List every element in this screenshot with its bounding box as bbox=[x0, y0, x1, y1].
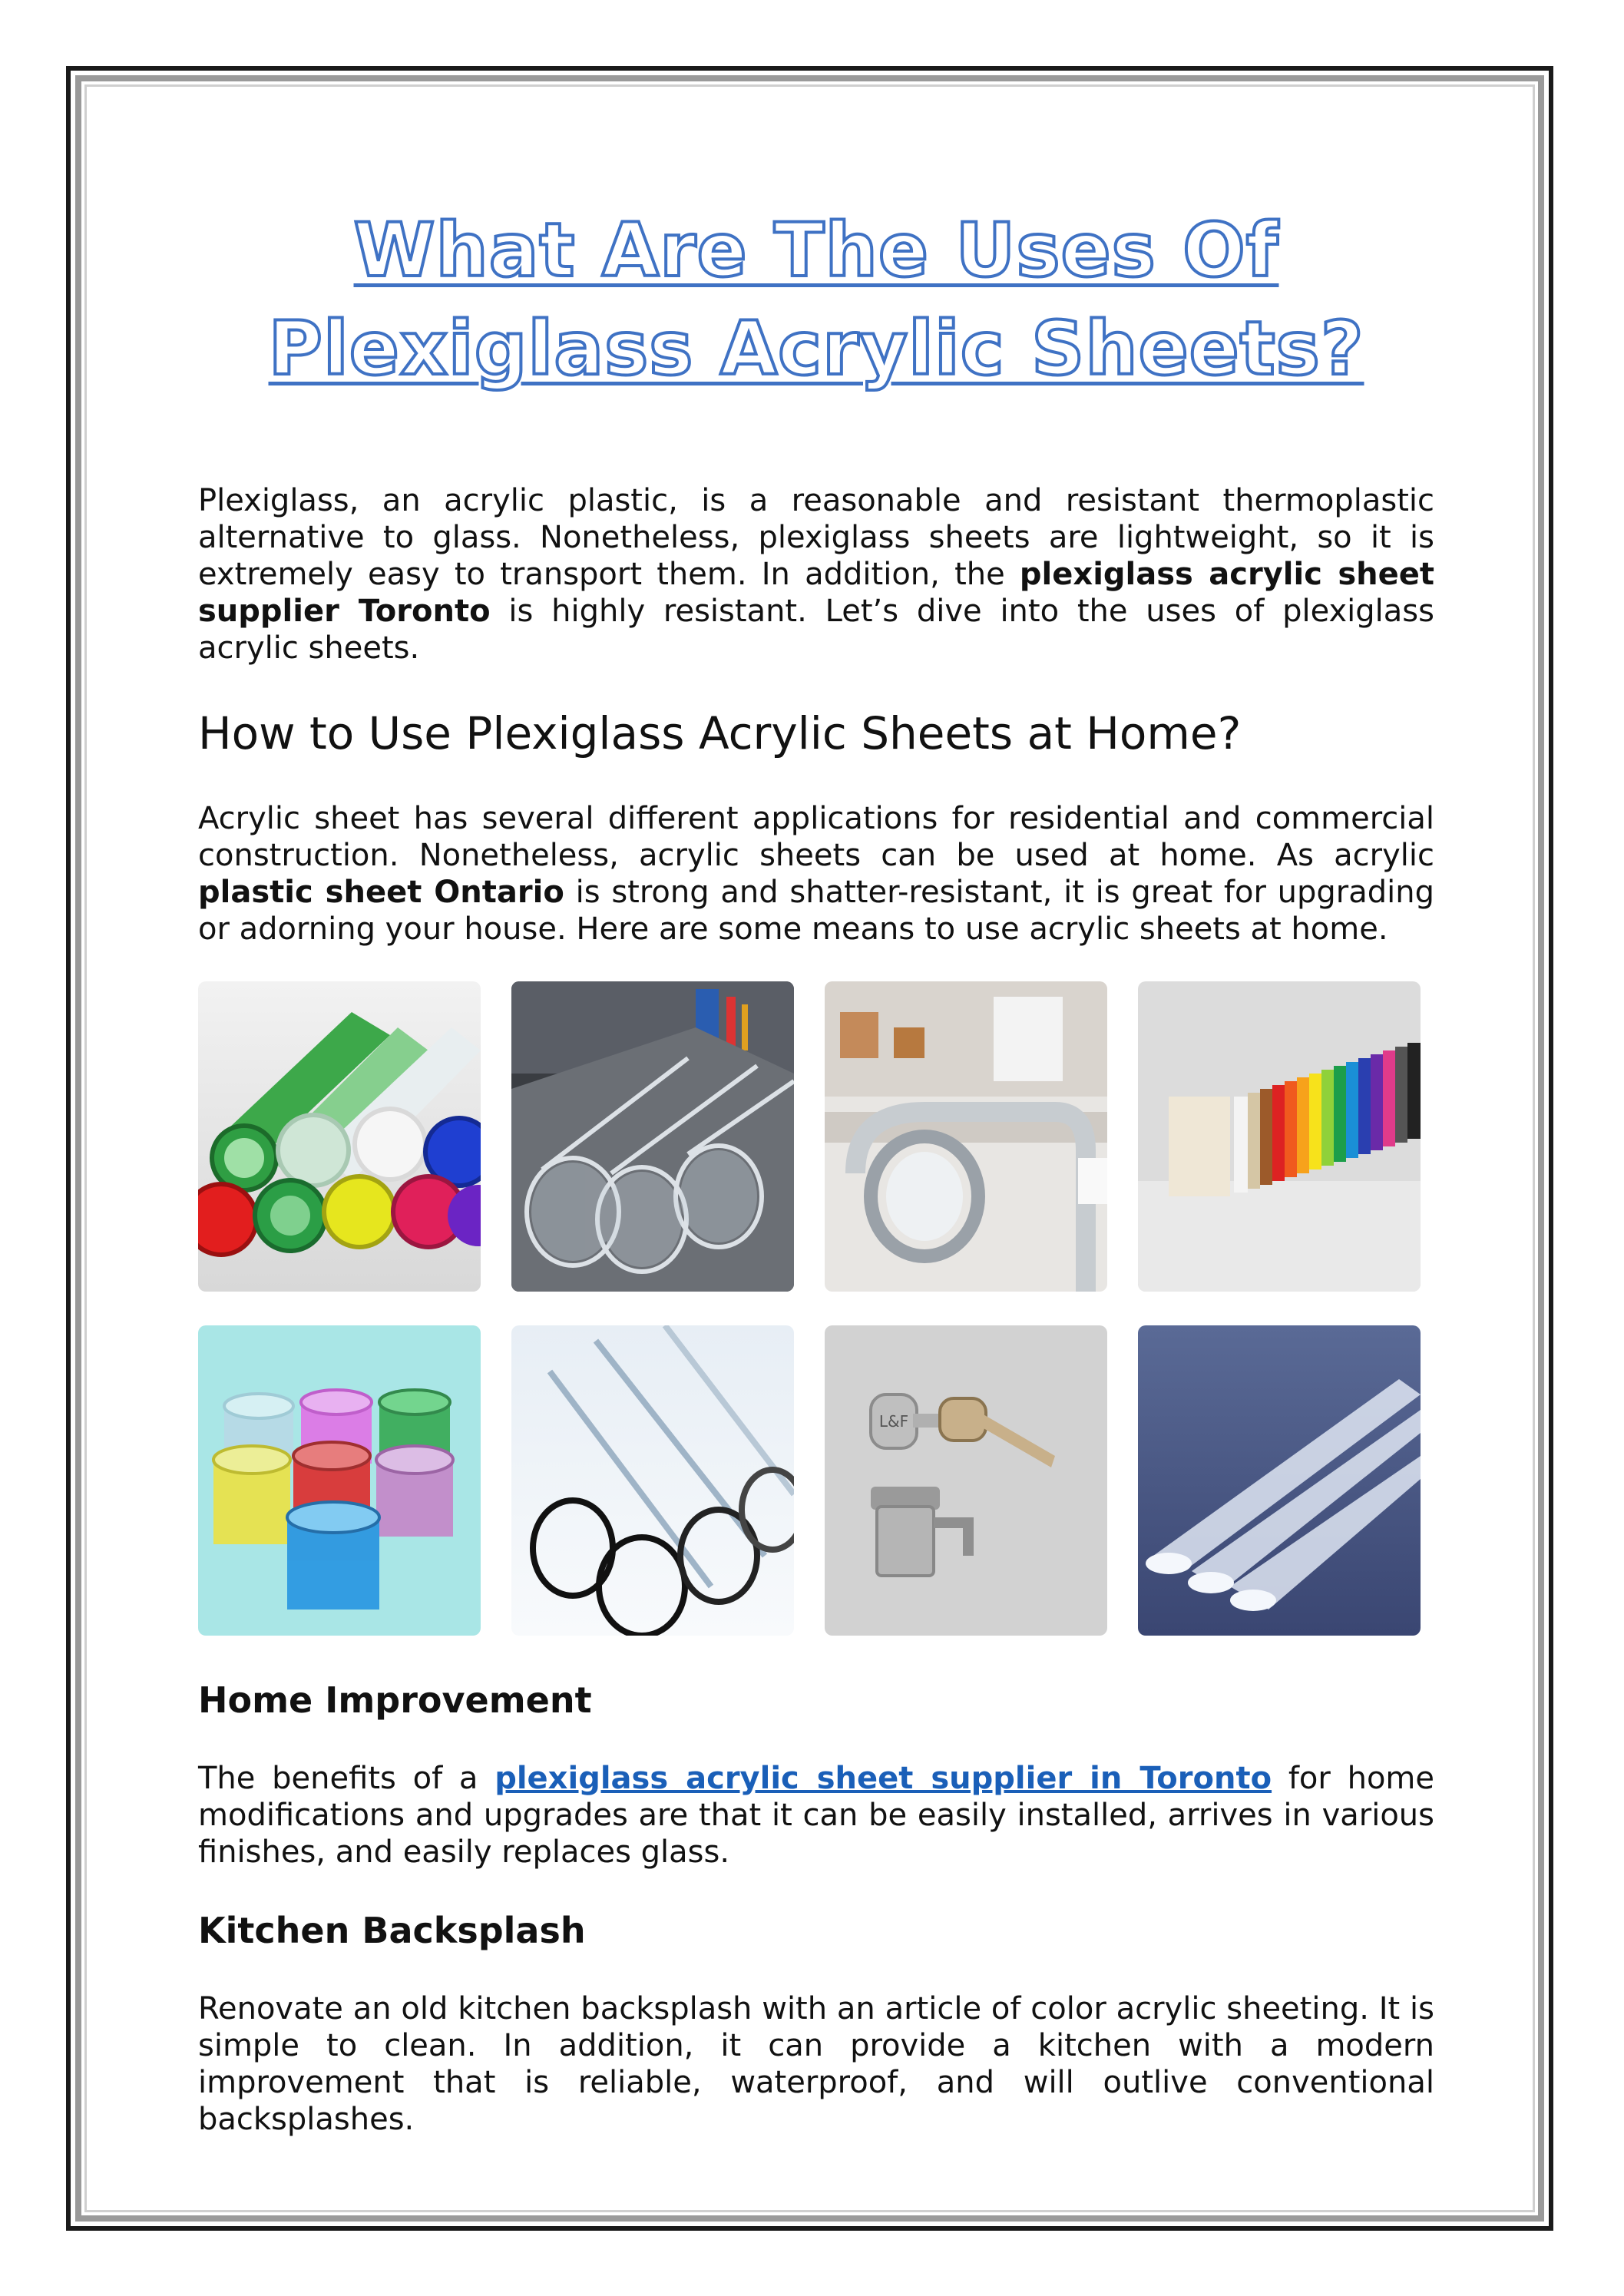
home-use-text-1: Acrylic sheet has several different applications for residential and commercial construction. Nonetheless, acrylic sheets can be used at home. As acrylic bbox=[198, 801, 1434, 873]
image-acrylic-rods bbox=[1138, 1325, 1421, 1636]
home-use-bold-keyword: plastic sheet Ontario bbox=[198, 875, 564, 910]
image-clear-tubes bbox=[511, 1325, 794, 1636]
image-colored-rings bbox=[198, 1325, 481, 1636]
kitchen-backsplash-paragraph: Renovate an old kitchen backsplash with an article of color acrylic sheeting. It is simple to clean. In addition, it can provide a kitchen with a modern improvement that is reliable, waterproof, and will outlive conventional backsplashes. bbox=[198, 1991, 1434, 2137]
title-line-2: Plexiglass Acrylic Sheets? bbox=[268, 306, 1364, 392]
image-cam-lock-keys bbox=[825, 1325, 1107, 1636]
page-title bbox=[198, 201, 1434, 398]
supplier-link[interactable]: plexiglass acrylic sheet supplier in Toronto bbox=[494, 1761, 1272, 1796]
section-heading-kitchen-backsplash: Kitchen Backsplash bbox=[198, 1910, 586, 1951]
subheading: How to Use Plexiglass Acrylic Sheets at Home? bbox=[198, 707, 1242, 759]
image-clear-tubes-workshop bbox=[511, 981, 794, 1292]
image-color-swatches bbox=[1138, 981, 1421, 1292]
section-heading-home-improvement: Home Improvement bbox=[198, 1679, 592, 1721]
image-bent-acrylic-handle bbox=[825, 981, 1107, 1292]
home-use-text-2: is strong and shatter-resistant, it is great for upgrading or adorning your house. Here are some means to use acrylic sheets at home. bbox=[198, 875, 1434, 947]
image-colored-tubes bbox=[198, 981, 481, 1292]
home-improvement-paragraph bbox=[198, 1760, 1434, 1871]
intro-paragraph bbox=[198, 482, 1434, 667]
intro-text-1: Plexiglass, an acrylic plastic, is a reasonable and resistant thermoplastic alternative to glass. Nonetheless, plexiglass sheets are lightweight, so it is extremely easy to transport them. In addition, the bbox=[198, 483, 1434, 592]
image-gallery bbox=[198, 981, 1434, 1636]
key-brand-text: L&F bbox=[878, 1412, 909, 1431]
home-improvement-text-2: for home modifications and upgrades are that it can be easily installed, arrives in various finishes, and easily replaces glass. bbox=[198, 1761, 1435, 1870]
home-improvement-text-1: The benefits of a bbox=[198, 1761, 495, 1796]
intro-text-2: is highly resistant. Let’s dive into the uses of plexiglass acrylic sheets. bbox=[198, 594, 1434, 666]
title-line-1: What Are The Uses Of bbox=[353, 207, 1279, 293]
home-use-paragraph bbox=[198, 800, 1434, 948]
intro-bold-keyword: plexiglass acrylic sheet supplier Toronto bbox=[198, 557, 1434, 629]
